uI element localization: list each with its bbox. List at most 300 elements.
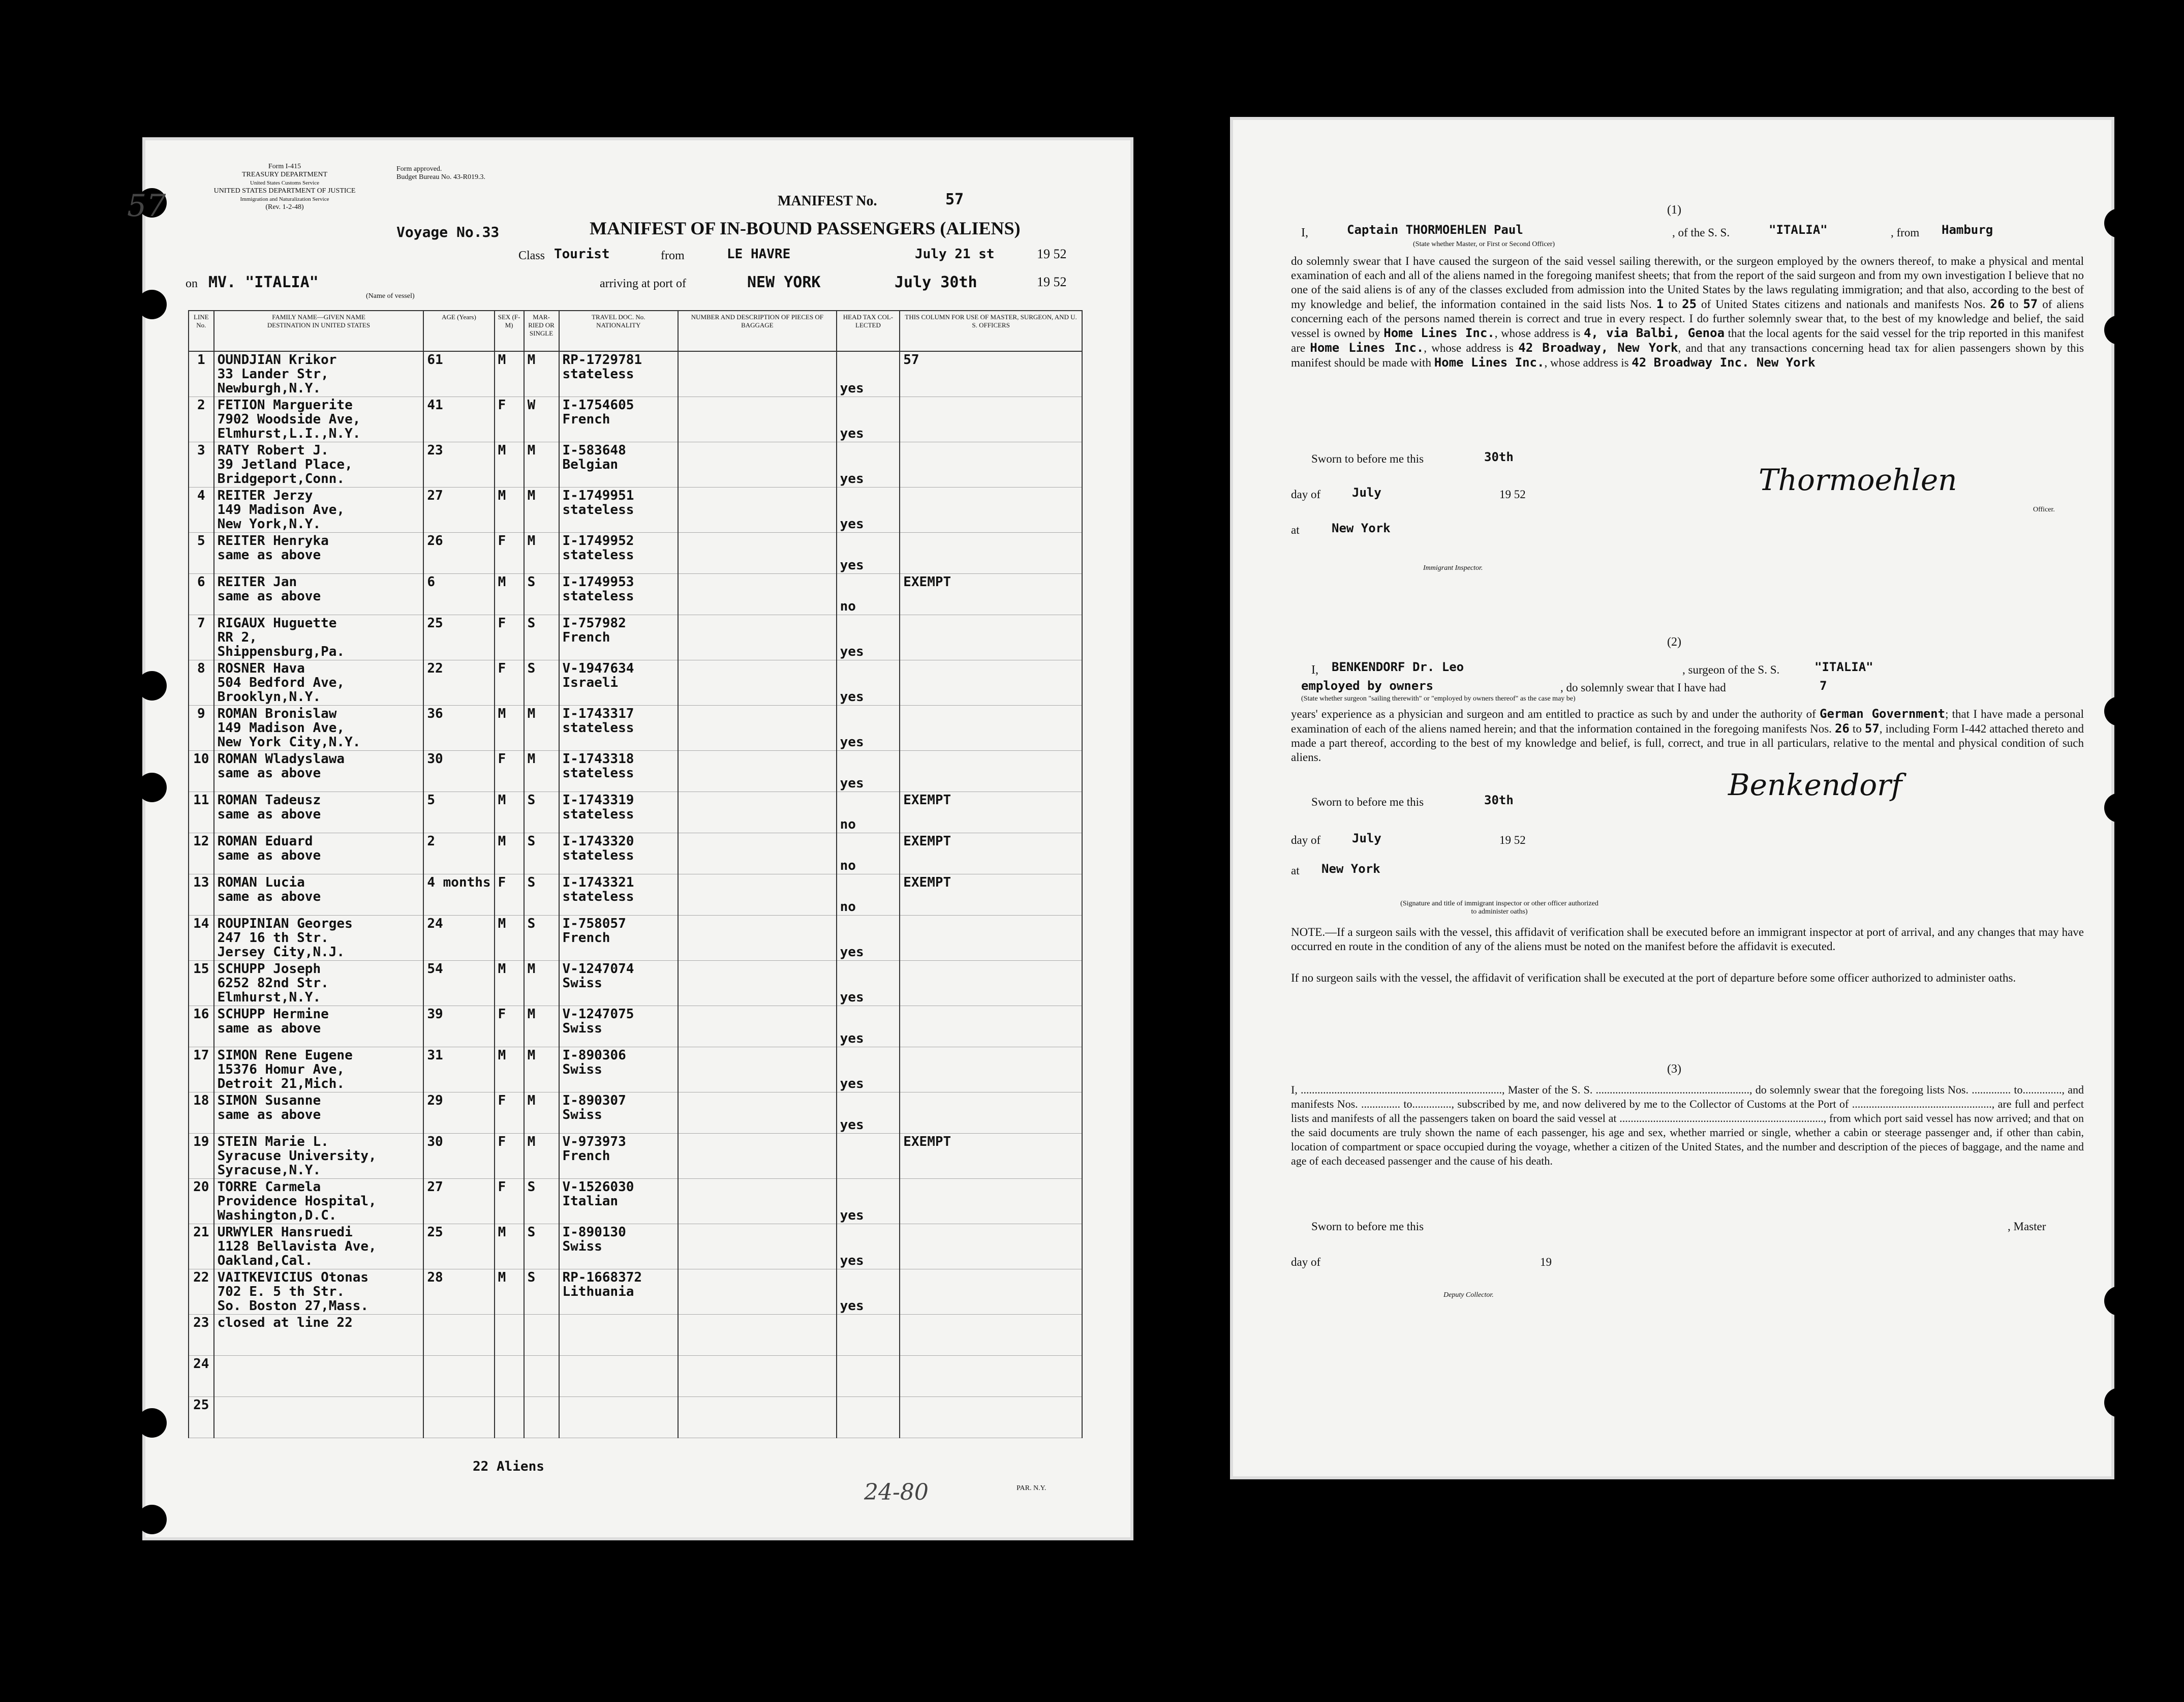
passenger-name	[214, 1315, 424, 1356]
sex	[495, 1356, 524, 1397]
marital-status: S	[524, 574, 559, 615]
punch-hole	[137, 773, 167, 802]
oath-paragraph-2: years' experience as a physician and surgeon and am entitled to practice as such by and under the authority of German Government; that I have made a personal examination of each of the aliens named herein; and that the information contained in the foregoing manifests Nos. 26 to 57, including Form I-442 attached thereto and made a part thereof, according to the best of my knowledge and belief, is full, correct, and true in all particulars, relative to the mental and physical condition of such aliens.	[1291, 707, 2084, 764]
passenger-name	[214, 706, 424, 751]
arriving-label: arriving at port of	[600, 277, 686, 290]
officer-use	[900, 397, 1082, 442]
doc-number: I-1743320	[562, 834, 634, 849]
line-number: 18	[189, 1092, 214, 1134]
manifests-to: 57	[2023, 297, 2038, 311]
name-line: TORRE Carmela	[217, 1179, 321, 1195]
officer-use	[900, 1356, 1082, 1397]
line-number: 4	[189, 488, 214, 533]
head-tax: yes	[837, 1006, 900, 1047]
manifest-label: MANIFEST No.	[778, 193, 877, 209]
doc-number: V-1947634	[562, 661, 634, 676]
head-tax	[837, 1356, 900, 1397]
nationality: Swiss	[562, 1239, 602, 1254]
table-row	[189, 1269, 1082, 1315]
sex: F	[495, 533, 524, 574]
officer-use	[900, 1315, 1082, 1356]
from-label-right: , from	[1891, 226, 1920, 239]
baggage	[678, 1356, 837, 1397]
officer-use	[900, 533, 1082, 574]
ship-name: MV. "ITALIA"	[208, 273, 319, 291]
doc-number: I-1743321	[562, 875, 634, 890]
passenger-name	[214, 533, 424, 574]
officer-use	[900, 961, 1082, 1006]
address-line: same as above	[217, 848, 321, 863]
passenger-name	[214, 1397, 424, 1438]
address-line: 1128 Bellavista Ave,	[217, 1239, 377, 1254]
travel-doc	[559, 1224, 679, 1269]
head-tax: yes	[837, 533, 900, 574]
address-line: New York,N.Y.	[217, 516, 321, 532]
name-line: ROUPINIAN Georges	[217, 916, 353, 931]
passenger-name	[214, 574, 424, 615]
at-label-2: at	[1291, 864, 1300, 877]
officer-use: EXEMPT	[900, 792, 1082, 833]
marital-status: S	[524, 1269, 559, 1315]
baggage	[678, 1006, 837, 1047]
name-line: REITER Jan	[217, 574, 297, 590]
table-row	[189, 706, 1082, 751]
line-number: 10	[189, 751, 214, 792]
age: 31	[423, 1047, 494, 1092]
doc-number: I-583648	[562, 443, 626, 458]
address-line: same as above	[217, 766, 321, 781]
punch-hole	[2104, 1286, 2134, 1316]
line-number: 22	[189, 1269, 214, 1315]
nationality: French	[562, 412, 610, 427]
age	[423, 1356, 494, 1397]
travel-doc	[559, 916, 679, 961]
sworn-day-2: 30th	[1484, 793, 1514, 807]
p2-to: 57	[1864, 721, 1880, 736]
col-officers: THIS COLUMN FOR USE OF MASTER, SURGEON, AND U. S. OFFICERS	[900, 311, 1082, 351]
table-row	[189, 488, 1082, 533]
owner-name: Home Lines Inc.	[1383, 326, 1495, 340]
passenger-name	[214, 660, 424, 706]
name-line: ROMAN Eduard	[217, 834, 313, 849]
punch-hole	[137, 290, 167, 319]
officer-use	[900, 1179, 1082, 1224]
sex: M	[495, 916, 524, 961]
name-line: VAITKEVICIUS Otonas	[217, 1270, 369, 1285]
baggage	[678, 615, 837, 660]
age: 30	[423, 1134, 494, 1179]
doc-number: RP-1668372	[562, 1270, 642, 1285]
travel-doc	[559, 442, 679, 488]
signature-caption: (Signature and title of immigrant inspector or other officer authorized to administer oaths)	[1400, 900, 1598, 916]
officer-use	[900, 1269, 1082, 1315]
nationality: Swiss	[562, 976, 602, 991]
address-line: 7902 Woodside Ave,	[217, 412, 361, 427]
officer-use	[900, 916, 1082, 961]
table-row	[189, 1047, 1082, 1092]
baggage	[678, 533, 837, 574]
baggage	[678, 488, 837, 533]
baggage	[678, 1315, 837, 1356]
passenger-name	[214, 1092, 424, 1134]
name-line: ROMAN Tadeusz	[217, 793, 321, 808]
marital-status: S	[524, 1224, 559, 1269]
doc-number: I-1743318	[562, 751, 634, 767]
day-of-label-2: day of	[1291, 834, 1321, 846]
table-row	[189, 351, 1082, 397]
officer-use	[900, 1092, 1082, 1134]
voyage-number: Voyage No.33	[396, 224, 500, 240]
dept-justice-sub: Immigration and Naturalization Service	[240, 196, 329, 202]
marital-status: M	[524, 751, 559, 792]
arrival-date: July 30th	[895, 273, 977, 291]
travel-doc	[559, 751, 679, 792]
address-line: Elmhurst,L.I.,N.Y.	[217, 426, 361, 441]
officer-use	[900, 488, 1082, 533]
address-line: Jersey City,N.J.	[217, 945, 345, 960]
departure-date: July 21 st	[915, 247, 995, 262]
table-row	[189, 442, 1082, 488]
surgeon-employment: employed by owners	[1301, 679, 1434, 693]
age: 24	[423, 916, 494, 961]
col-age: AGE (Years)	[423, 311, 494, 351]
age: 39	[423, 1006, 494, 1047]
age: 27	[423, 488, 494, 533]
travel-doc	[559, 1092, 679, 1134]
doc-number: I-890307	[562, 1093, 626, 1108]
manifest-sheet	[127, 137, 1133, 1540]
punch-hole	[2104, 1388, 2134, 1417]
at-label-1: at	[1291, 524, 1300, 536]
marital-status: S	[524, 792, 559, 833]
head-tax: yes	[837, 1269, 900, 1315]
age: 23	[423, 442, 494, 488]
officer-label: Officer.	[2033, 506, 2055, 513]
travel-doc	[559, 1047, 679, 1092]
from-label: from	[661, 249, 685, 262]
col-doc: TRAVEL DOC. No. NATIONALITY	[559, 311, 679, 351]
age: 22	[423, 660, 494, 706]
line-number: 17	[189, 1047, 214, 1092]
head-tax: yes	[837, 1179, 900, 1224]
col-sex: SEX (F-M)	[495, 311, 524, 351]
nationality: Swiss	[562, 1062, 602, 1077]
table-row	[189, 1397, 1082, 1438]
sex: M	[495, 442, 524, 488]
address-line: 504 Bedford Ave,	[217, 675, 345, 690]
punch-hole	[2104, 696, 2134, 726]
doc-number: I-758057	[562, 916, 626, 931]
master-signature: Thormoehlen	[1759, 463, 1957, 497]
from-port: LE HAVRE	[727, 247, 791, 262]
address-line: Washington,D.C.	[217, 1208, 337, 1223]
sworn-label-1: Sworn to before me this	[1311, 452, 1424, 465]
passenger-name	[214, 916, 424, 961]
table-row	[189, 1315, 1082, 1356]
head-tax: no	[837, 574, 900, 615]
passenger-name	[214, 1356, 424, 1397]
age	[423, 1397, 494, 1438]
note-1: NOTE.—If a surgeon sails with the vessel, this affidavit of verification shall be executed before an immigrant inspector at port of arrival, and any changes that may have occurred en route in the condition of any of the aliens must be noted on the manifest before the affidavit is executed.	[1291, 926, 2084, 953]
address-line: 33 Lander Str,	[217, 367, 329, 382]
marital-status	[524, 1356, 559, 1397]
head-tax	[837, 1134, 900, 1179]
form-approved: Form approved.	[396, 165, 442, 173]
officer-use	[900, 751, 1082, 792]
passenger-name	[214, 751, 424, 792]
sex: F	[495, 874, 524, 916]
at-place-2: New York	[1321, 862, 1380, 876]
punch-hole	[2104, 208, 2134, 238]
i-label: I,	[1301, 226, 1308, 239]
age: 2	[423, 833, 494, 874]
surgeon-signature: Benkendorf	[1728, 768, 1902, 802]
col-married: MAR-RIED OR SINGLE	[524, 311, 559, 351]
line-number: 14	[189, 916, 214, 961]
head-tax: yes	[837, 488, 900, 533]
from-port-right: Hamburg	[1942, 223, 1993, 237]
master-caption: (State whether Master, or First or Second Officer)	[1413, 240, 1555, 248]
line-number: 16	[189, 1006, 214, 1047]
table-row	[189, 792, 1082, 833]
address-line: same as above	[217, 807, 321, 822]
sworn-year-1: 19 52	[1499, 488, 1526, 501]
nationality: Belgian	[562, 457, 619, 472]
address-line: 15376 Homur Ave,	[217, 1062, 345, 1077]
line-number: 11	[189, 792, 214, 833]
table-row	[189, 874, 1082, 916]
name-line: URWYLER Hansruedi	[217, 1225, 353, 1240]
travel-doc	[559, 792, 679, 833]
address-line: New York City,N.Y.	[217, 735, 361, 750]
passenger-name	[214, 833, 424, 874]
sex: F	[495, 1134, 524, 1179]
name-line: REITER Henryka	[217, 533, 329, 549]
marital-status: S	[524, 1179, 559, 1224]
on-label: on	[186, 277, 198, 290]
nationality: stateless	[562, 367, 634, 382]
line-number: 19	[189, 1134, 214, 1179]
name-line: ROMAN Wladyslawa	[217, 751, 345, 767]
line-number: 24	[189, 1356, 214, 1397]
agent-name: Home Lines Inc.	[1310, 341, 1424, 355]
doc-number: I-1749951	[562, 488, 634, 503]
address-line: same as above	[217, 548, 321, 563]
line-number: 20	[189, 1179, 214, 1224]
passenger-name	[214, 792, 424, 833]
name-line: RATY Robert J.	[217, 443, 329, 458]
nationality: Israeli	[562, 675, 619, 690]
sworn-month-1: July	[1352, 485, 1381, 500]
age: 41	[423, 397, 494, 442]
age: 30	[423, 751, 494, 792]
nationality: Swiss	[562, 1021, 602, 1036]
marital-status: M	[524, 442, 559, 488]
address-line: RR 2,	[217, 630, 257, 645]
marital-status: M	[524, 706, 559, 751]
head-tax-party: Home Lines Inc.	[1434, 355, 1545, 370]
section-2-number: (2)	[1667, 635, 1681, 649]
age: 25	[423, 1224, 494, 1269]
officer-use: EXEMPT	[900, 833, 1082, 874]
line-number: 13	[189, 874, 214, 916]
line-number: 25	[189, 1397, 214, 1438]
nationality: French	[562, 1148, 610, 1164]
line-number: 15	[189, 961, 214, 1006]
arrival-port: NEW YORK	[747, 273, 821, 291]
travel-doc	[559, 533, 679, 574]
sex: F	[495, 751, 524, 792]
passenger-name	[214, 1134, 424, 1179]
head-tax: yes	[837, 397, 900, 442]
officer-use: 57	[900, 351, 1082, 397]
address-line: Brooklyn,N.Y.	[217, 689, 321, 705]
officer-use	[900, 1047, 1082, 1092]
corner-note: 57	[127, 188, 166, 224]
marital-status: M	[524, 961, 559, 1006]
col-tax: HEAD TAX COL-LECTED	[837, 311, 900, 351]
doc-number: I-1754605	[562, 398, 634, 413]
years-experience: 7	[1820, 679, 1827, 693]
passenger-name	[214, 1224, 424, 1269]
sex: F	[495, 1179, 524, 1224]
baggage	[678, 751, 837, 792]
officer-use	[900, 1224, 1082, 1269]
age: 36	[423, 706, 494, 751]
oath-paragraph-3: I, ........................................................................, Master of the S. S. ......................................................., do solemnly swear that the foregoing lists Nos. .............. to.............., and manifests Nos. .............. to.............., subscribed by me, and now delivered by me to the Collector of Customs at the Port of .................................................., are full and perfect lists and manifests of all the passengers taken on board the said vessel at ........................................................................., from which port said vessel has now arrived; and that on the said documents are truly shown the name of each passenger, his age and sex, whether married or single, whether a cabin or steerage passenger and, if other than cabin, location of compartment or space occupied during the voyage, whether a citizen of the United States, and the number and description of the pieces of baggage, and the name and age of each deceased passenger and the cause of his death.	[1291, 1083, 2084, 1167]
head-tax: yes	[837, 615, 900, 660]
travel-doc	[559, 660, 679, 706]
name-line: FETION Marguerite	[217, 398, 353, 413]
officer-use	[900, 615, 1082, 660]
marital-status: M	[524, 351, 559, 397]
name-line: SIMON Rene Eugene	[217, 1048, 353, 1063]
travel-doc	[559, 1006, 679, 1047]
head-tax: yes	[837, 751, 900, 792]
table-row	[189, 1224, 1082, 1269]
surgeon-caption: (State whether surgeon "sailing therewith" or "employed by owners thereof" as the case may be)	[1301, 695, 1576, 703]
address-line: Oakland,Cal.	[217, 1253, 313, 1268]
address-line: same as above	[217, 889, 321, 904]
nationality: stateless	[562, 889, 634, 904]
head-tax: yes	[837, 706, 900, 751]
doc-number: I-890306	[562, 1048, 626, 1063]
nationality: French	[562, 630, 610, 645]
sex: M	[495, 792, 524, 833]
baggage	[678, 961, 837, 1006]
sex: M	[495, 574, 524, 615]
line-number: 3	[189, 442, 214, 488]
at-place-1: New York	[1332, 521, 1391, 535]
master-label: , Master	[2008, 1220, 2046, 1233]
budget-bureau: Budget Bureau No. 43-R019.3.	[396, 173, 485, 181]
sworn-month-2: July	[1352, 831, 1381, 845]
travel-doc	[559, 1356, 679, 1397]
line-number: 6	[189, 574, 214, 615]
head-tax	[837, 1397, 900, 1438]
day-of-label-1: day of	[1291, 488, 1321, 501]
travel-doc	[559, 574, 679, 615]
table-row	[189, 1179, 1082, 1224]
travel-doc	[559, 833, 679, 874]
punch-hole	[2104, 793, 2134, 823]
age: 54	[423, 961, 494, 1006]
sex: M	[495, 1224, 524, 1269]
vessel-caption: (Name of vessel)	[366, 292, 415, 300]
nationality: stateless	[562, 720, 634, 736]
address-line: Detroit 21,Mich.	[217, 1076, 345, 1091]
line-number: 5	[189, 533, 214, 574]
address-line: Newburgh,N.Y.	[217, 381, 321, 396]
nationality: stateless	[562, 807, 634, 822]
marital-status: S	[524, 660, 559, 706]
approval-block	[396, 165, 485, 181]
table-row	[189, 833, 1082, 874]
dept-justice: UNITED STATES DEPARTMENT OF JUSTICE	[213, 187, 356, 195]
agent-address: 42 Broadway, New York	[1518, 341, 1678, 355]
nationality: stateless	[562, 848, 634, 863]
travel-doc	[559, 1269, 679, 1315]
baggage	[678, 442, 837, 488]
head-tax: yes	[837, 1224, 900, 1269]
doc-number: I-757982	[562, 616, 626, 631]
sex: F	[495, 1006, 524, 1047]
line-number: 21	[189, 1224, 214, 1269]
nationality: Swiss	[562, 1107, 602, 1122]
line-number: 7	[189, 615, 214, 660]
baggage	[678, 574, 837, 615]
address-line: Elmhurst,N.Y.	[217, 990, 321, 1005]
age: 25	[423, 615, 494, 660]
address-line: So. Boston 27,Mass.	[217, 1298, 369, 1314]
total-aliens: 22 Aliens	[473, 1459, 544, 1474]
head-tax: no	[837, 874, 900, 916]
travel-doc	[559, 1397, 679, 1438]
officer-use: EXEMPT	[900, 874, 1082, 916]
marital-status: M	[524, 1006, 559, 1047]
name-line: SIMON Susanne	[217, 1093, 321, 1108]
lists-from: 1	[1656, 297, 1664, 311]
deputy-collector: Deputy Collector.	[1443, 1291, 1494, 1299]
doc-number: V-1526030	[562, 1179, 634, 1195]
passenger-table	[188, 310, 1083, 1438]
punch-hole	[137, 1505, 167, 1534]
surgeon-name: BENKENDORF Dr. Leo	[1332, 660, 1464, 674]
note-2: If no surgeon sails with the vessel, the affidavit of verification shall be executed at the port of departure before some officer authorized to administer oaths.	[1291, 971, 2016, 984]
nationality: stateless	[562, 548, 634, 563]
line-number: 1	[189, 351, 214, 397]
address-line: 149 Madison Ave,	[217, 502, 345, 518]
ship-name-right: "ITALIA"	[1769, 223, 1828, 237]
address-line: Providence Hospital,	[217, 1194, 377, 1209]
name-line: ROSNER Hava	[217, 661, 305, 676]
travel-doc	[559, 615, 679, 660]
head-tax	[837, 1315, 900, 1356]
name-line: RIGAUX Huguette	[217, 616, 337, 631]
owner-address: 4, via Balbi, Genoa	[1583, 326, 1725, 340]
passenger-name	[214, 1179, 424, 1224]
nationality: stateless	[562, 766, 634, 781]
table-row	[189, 961, 1082, 1006]
sex: F	[495, 397, 524, 442]
col-line: LINE No.	[189, 311, 214, 351]
travel-doc	[559, 1315, 679, 1356]
sex: F	[495, 615, 524, 660]
sworn-label-2: Sworn to before me this	[1311, 796, 1424, 808]
doc-number: V-973973	[562, 1134, 626, 1149]
passenger-name	[214, 488, 424, 533]
table-row	[189, 533, 1082, 574]
